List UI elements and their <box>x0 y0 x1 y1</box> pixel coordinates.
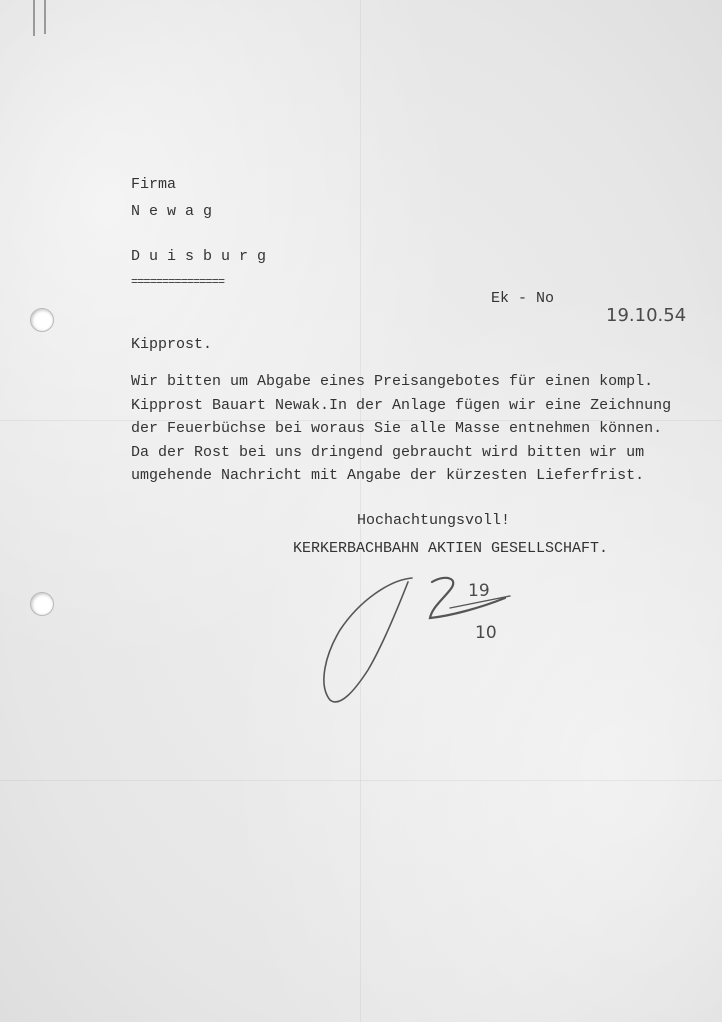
sender-company: KERKERBACHBAHN AKTIEN GESELLSCHAFT. <box>293 540 609 557</box>
body-line: Wir bitten um Abgabe eines Preisangebotes für einen kompl. <box>131 373 654 390</box>
body-line: Da der Rost bei uns dringend gebraucht wird bitten wir um <box>131 443 645 461</box>
subject-line: Kipprost. <box>131 336 213 353</box>
signature-annotation-top: 19 <box>468 581 490 601</box>
paper-crease <box>360 0 361 1022</box>
signature-annotation-bottom: 10 <box>475 623 497 643</box>
recipient-line-company: N e w a g <box>131 203 213 220</box>
body-line: Kipprost Bauart Newak.In der Anlage fügen wir eine Zeichnung <box>131 396 672 414</box>
letter-date: 19.10.54 <box>606 305 687 326</box>
punch-hole <box>30 308 54 332</box>
body-line: der Feuerbüchse bei woraus Sie alle Masse entnehmen können. <box>131 420 663 437</box>
edge-mark <box>33 0 35 36</box>
city-underline: =============== <box>131 275 225 289</box>
punch-hole <box>30 592 54 616</box>
body-line: umgehende Nachricht mit Angabe der kürzesten Lieferfrist. <box>131 467 645 484</box>
closing-salutation: Hochachtungsvoll! <box>357 512 511 529</box>
letter-body <box>131 374 671 492</box>
handwritten-signature <box>300 560 540 710</box>
edge-mark <box>44 0 46 34</box>
reference-code: Ek - No <box>491 290 555 307</box>
recipient-line-firma: Firma <box>131 176 177 193</box>
recipient-line-city: D u i s b u r g <box>131 248 267 265</box>
paper-crease <box>0 780 722 781</box>
